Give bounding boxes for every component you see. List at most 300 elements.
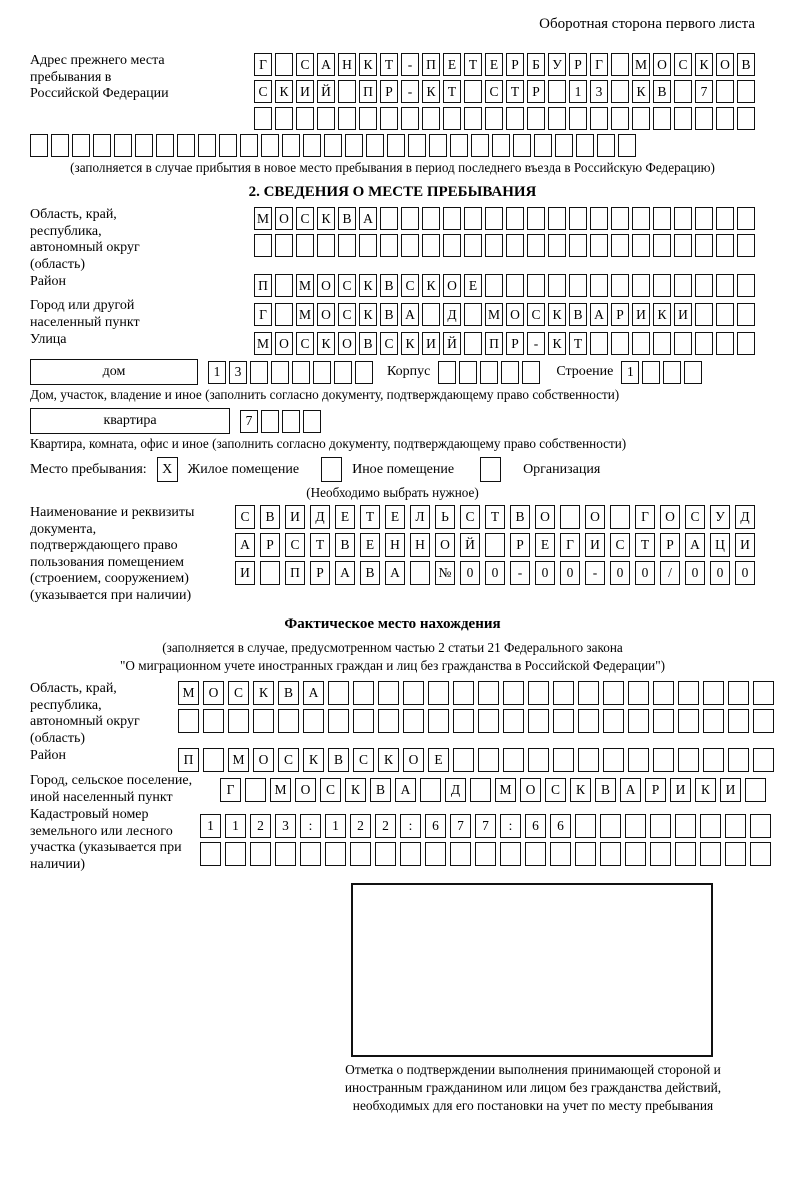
char-cell	[443, 107, 461, 130]
char-cell	[464, 207, 482, 230]
prev-address-row	[30, 53, 755, 130]
char-cell: В	[595, 778, 616, 802]
char-cell: С	[485, 80, 503, 103]
char-cell: К	[695, 53, 713, 76]
char-cell	[632, 274, 650, 297]
char-cell	[422, 207, 440, 230]
fact-region-row	[30, 681, 755, 747]
char-cell	[728, 681, 749, 705]
prev-address-line-1	[254, 53, 755, 76]
stay-type-option-other: Иное помещение	[352, 461, 455, 477]
char-cell	[553, 748, 574, 772]
document-cells	[235, 505, 755, 604]
char-cell	[628, 709, 649, 733]
char-cell: К	[422, 80, 440, 103]
char-cell	[350, 842, 371, 866]
char-cell: 7	[240, 410, 258, 433]
char-cell	[453, 748, 474, 772]
char-cell	[675, 814, 696, 838]
char-cell: С	[380, 332, 398, 355]
stay-type-row	[30, 457, 755, 482]
fact-district-cells	[178, 748, 774, 772]
char-cell: И	[632, 303, 650, 326]
char-cell	[250, 842, 271, 866]
char-cell: К	[548, 332, 566, 355]
region-label: Область, край, республика, автономный округ (область)	[30, 207, 140, 272]
char-cell	[428, 709, 449, 733]
char-cell	[603, 709, 624, 733]
region-row	[30, 207, 755, 273]
char-cell: О	[506, 303, 524, 326]
char-cell	[513, 134, 531, 157]
char-cell: Н	[410, 533, 430, 557]
char-cell	[485, 107, 503, 130]
char-cell	[590, 332, 608, 355]
char-cell: А	[590, 303, 608, 326]
char-cell: 3	[275, 814, 296, 838]
char-cell: П	[178, 748, 199, 772]
prev-address-line-3	[254, 107, 755, 130]
char-cell: Д	[310, 505, 330, 529]
char-cell	[500, 842, 521, 866]
char-cell	[478, 748, 499, 772]
char-cell	[678, 681, 699, 705]
char-cell: У	[710, 505, 730, 529]
char-cell: 6	[550, 814, 571, 838]
char-cell: М	[270, 778, 291, 802]
char-cell	[429, 134, 447, 157]
char-cell: К	[695, 778, 716, 802]
char-cell: С	[353, 748, 374, 772]
char-cell: К	[422, 274, 440, 297]
stay-type-label: Место пребывания:	[30, 461, 147, 477]
char-cell	[716, 332, 734, 355]
char-cell	[156, 134, 174, 157]
char-cell	[506, 107, 524, 130]
char-cell: С	[228, 681, 249, 705]
char-cell: О	[443, 274, 461, 297]
char-cell	[503, 681, 524, 705]
char-cell: Ц	[710, 533, 730, 557]
char-cell: 1	[208, 361, 226, 384]
char-cell	[219, 134, 237, 157]
char-cell: О	[295, 778, 316, 802]
char-cell	[501, 361, 519, 384]
char-cell: Н	[385, 533, 405, 557]
char-cell	[401, 207, 419, 230]
char-cell: 0	[535, 561, 555, 585]
char-cell	[527, 274, 545, 297]
char-cell	[548, 207, 566, 230]
char-cell	[464, 332, 482, 355]
char-cell	[254, 107, 272, 130]
char-cell: М	[495, 778, 516, 802]
char-cell	[675, 842, 696, 866]
document-label: Наименование и реквизиты документа, подтверждающего право пользования помещением (строением, сооружением) (указывается при наличии)	[30, 505, 195, 603]
char-cell: 6	[425, 814, 446, 838]
char-cell: П	[422, 53, 440, 76]
char-cell	[334, 361, 352, 384]
char-cell: А	[235, 533, 255, 557]
fact-region-label: Область, край, республика, автономный округ (область)	[30, 681, 140, 746]
char-cell	[527, 234, 545, 257]
char-cell: Р	[510, 533, 530, 557]
char-cell: М	[228, 748, 249, 772]
char-cell: Н	[338, 53, 356, 76]
char-cell	[353, 681, 374, 705]
char-cell: С	[674, 53, 692, 76]
char-cell	[703, 681, 724, 705]
char-cell: Ь	[435, 505, 455, 529]
char-cell	[578, 681, 599, 705]
char-cell: С	[545, 778, 566, 802]
char-cell: 3	[229, 361, 247, 384]
document-line-1	[235, 505, 755, 529]
char-cell	[725, 814, 746, 838]
char-cell	[275, 303, 293, 326]
char-cell: В	[338, 207, 356, 230]
char-cell	[569, 107, 587, 130]
char-cell	[695, 303, 713, 326]
char-cell: 0	[560, 561, 580, 585]
char-cell	[464, 107, 482, 130]
char-cell	[753, 709, 774, 733]
char-cell	[228, 709, 249, 733]
stay-type-checkbox-organization	[480, 457, 501, 482]
korpus-cells	[438, 361, 540, 384]
char-cell: О	[317, 274, 335, 297]
char-cell: Т	[443, 80, 461, 103]
char-cell: 0	[635, 561, 655, 585]
char-cell	[548, 107, 566, 130]
char-cell	[575, 842, 596, 866]
char-cell	[240, 134, 258, 157]
char-cell	[464, 303, 482, 326]
char-cell: Г	[635, 505, 655, 529]
char-cell: Р	[260, 533, 280, 557]
char-cell	[550, 842, 571, 866]
char-cell: М	[296, 274, 314, 297]
char-cell: К	[653, 303, 671, 326]
char-cell: 0	[485, 561, 505, 585]
char-cell: Д	[445, 778, 466, 802]
char-cell	[453, 681, 474, 705]
street-label: Улица	[30, 332, 67, 347]
char-cell	[375, 842, 396, 866]
char-cell	[603, 681, 624, 705]
char-cell	[338, 107, 356, 130]
char-cell: Г	[560, 533, 580, 557]
char-cell	[506, 207, 524, 230]
char-cell	[410, 561, 430, 585]
char-cell: О	[203, 681, 224, 705]
char-cell	[328, 681, 349, 705]
char-cell	[275, 234, 293, 257]
char-cell	[716, 234, 734, 257]
fact-city-cells	[220, 778, 766, 802]
cadastral-cells	[200, 814, 771, 866]
char-cell	[296, 234, 314, 257]
char-cell	[590, 274, 608, 297]
char-cell	[555, 134, 573, 157]
char-cell	[716, 80, 734, 103]
char-cell	[260, 561, 280, 585]
char-cell	[506, 274, 524, 297]
char-cell	[282, 410, 300, 433]
char-cell: 1	[225, 814, 246, 838]
char-cell	[478, 681, 499, 705]
char-cell: С	[254, 80, 272, 103]
actual-location-title: Фактическое место нахождения	[284, 616, 501, 632]
char-cell: О	[275, 332, 293, 355]
char-cell	[628, 748, 649, 772]
char-cell	[737, 274, 755, 297]
char-cell	[695, 332, 713, 355]
char-cell	[553, 681, 574, 705]
char-cell	[450, 134, 468, 157]
char-cell	[569, 234, 587, 257]
char-cell: С	[296, 207, 314, 230]
char-cell	[359, 234, 377, 257]
confirmation-mark-caption: Отметка о подтверждении выполнения принимающей стороной и иностранным гражданином или лицом без гражданства действий, необходимых для его постановки на учет по месту пребывания	[344, 1062, 722, 1113]
char-cell: 3	[590, 80, 608, 103]
char-cell	[628, 681, 649, 705]
char-cell	[674, 80, 692, 103]
char-cell	[492, 134, 510, 157]
char-cell	[378, 709, 399, 733]
char-cell: В	[370, 778, 391, 802]
char-cell	[737, 332, 755, 355]
char-cell	[303, 134, 321, 157]
char-cell: Д	[735, 505, 755, 529]
char-cell: 7	[475, 814, 496, 838]
char-cell	[275, 274, 293, 297]
char-cell: -	[585, 561, 605, 585]
char-cell: Е	[428, 748, 449, 772]
char-cell: С	[527, 303, 545, 326]
char-cell: А	[395, 778, 416, 802]
char-cell	[632, 234, 650, 257]
document-line-3	[235, 561, 755, 585]
char-cell	[548, 80, 566, 103]
char-cell: Т	[569, 332, 587, 355]
actual-location-note-line1: (заполняется в случае, предусмотренном частью 2 статьи 21 Федерального закона	[162, 640, 623, 655]
char-cell	[438, 361, 456, 384]
char-cell: М	[254, 332, 272, 355]
char-cell	[611, 207, 629, 230]
char-cell	[203, 709, 224, 733]
char-cell	[578, 748, 599, 772]
char-cell	[611, 332, 629, 355]
char-cell	[366, 134, 384, 157]
char-cell: А	[385, 561, 405, 585]
char-cell: О	[660, 505, 680, 529]
char-cell: К	[359, 274, 377, 297]
char-cell: С	[401, 274, 419, 297]
char-cell: А	[335, 561, 355, 585]
actual-location-note	[30, 639, 755, 675]
char-cell	[650, 842, 671, 866]
char-cell: 2	[350, 814, 371, 838]
char-cell	[625, 814, 646, 838]
char-cell: К	[345, 778, 366, 802]
char-cell	[611, 107, 629, 130]
char-cell	[725, 842, 746, 866]
char-cell: Е	[485, 53, 503, 76]
char-cell: 1	[200, 814, 221, 838]
char-cell: К	[253, 681, 274, 705]
char-cell	[753, 681, 774, 705]
char-cell	[653, 709, 674, 733]
char-cell	[625, 842, 646, 866]
stroenie-cells	[621, 361, 702, 384]
char-cell	[378, 681, 399, 705]
char-cell	[380, 234, 398, 257]
char-cell: Т	[635, 533, 655, 557]
char-cell	[703, 748, 724, 772]
char-cell: О	[275, 207, 293, 230]
char-cell: В	[260, 505, 280, 529]
char-cell: Т	[310, 533, 330, 557]
char-cell: 7	[695, 80, 713, 103]
char-cell: С	[278, 748, 299, 772]
char-cell: О	[520, 778, 541, 802]
char-cell	[737, 234, 755, 257]
char-cell: С	[338, 303, 356, 326]
char-cell	[324, 134, 342, 157]
char-cell	[632, 207, 650, 230]
char-cell	[610, 505, 630, 529]
char-cell: О	[535, 505, 555, 529]
char-cell	[261, 410, 279, 433]
char-cell	[750, 814, 771, 838]
char-cell	[355, 361, 373, 384]
char-cell: С	[320, 778, 341, 802]
char-cell: П	[285, 561, 305, 585]
char-cell: Г	[590, 53, 608, 76]
prev-address-line-4	[30, 134, 755, 157]
char-cell: О	[317, 303, 335, 326]
char-cell	[716, 207, 734, 230]
char-cell	[716, 303, 734, 326]
char-cell	[485, 207, 503, 230]
char-cell	[443, 207, 461, 230]
city-label: Город или другой населенный пункт	[30, 298, 140, 330]
region-line-1	[254, 207, 755, 230]
char-cell	[737, 303, 755, 326]
apartment-caption: Квартира, комната, офис и иное (заполнить согласно документу, подтверждающему право собственности)	[30, 436, 627, 451]
char-cell	[695, 234, 713, 257]
document-line-2	[235, 533, 755, 557]
fact-district-row	[30, 748, 755, 772]
char-cell: В	[335, 533, 355, 557]
char-cell	[653, 748, 674, 772]
fact-region-line-1	[178, 681, 774, 705]
char-cell	[728, 709, 749, 733]
char-cell	[253, 709, 274, 733]
district-label: Район	[30, 274, 66, 289]
char-cell	[695, 107, 713, 130]
prev-address-note: (заполняется в случае прибытия в новое место пребывания в период последнего въезда в Российскую Федерацию)	[70, 160, 715, 175]
char-cell	[700, 814, 721, 838]
char-cell: Р	[506, 332, 524, 355]
char-cell: П	[485, 332, 503, 355]
char-cell: -	[527, 332, 545, 355]
char-cell: М	[485, 303, 503, 326]
char-cell	[548, 234, 566, 257]
char-cell: И	[422, 332, 440, 355]
char-cell: С	[296, 53, 314, 76]
char-cell: К	[378, 748, 399, 772]
char-cell: К	[632, 80, 650, 103]
char-cell: 7	[450, 814, 471, 838]
char-cell: И	[674, 303, 692, 326]
char-cell	[250, 361, 268, 384]
char-cell	[453, 709, 474, 733]
char-cell: И	[285, 505, 305, 529]
document-row	[30, 505, 755, 604]
district-row	[30, 274, 755, 297]
char-cell	[528, 748, 549, 772]
stay-type-checkbox-other	[321, 457, 342, 482]
char-cell	[578, 709, 599, 733]
char-cell	[653, 207, 671, 230]
house-number-cells	[208, 361, 373, 384]
char-cell	[275, 842, 296, 866]
char-cell	[275, 53, 293, 76]
char-cell	[380, 107, 398, 130]
char-cell	[325, 842, 346, 866]
char-cell: Р	[310, 561, 330, 585]
char-cell: Р	[660, 533, 680, 557]
char-cell: К	[359, 303, 377, 326]
char-cell: В	[380, 274, 398, 297]
char-cell: В	[359, 332, 377, 355]
char-cell	[618, 134, 636, 157]
char-cell	[674, 234, 692, 257]
char-cell	[590, 207, 608, 230]
char-cell	[590, 107, 608, 130]
char-cell: В	[380, 303, 398, 326]
apartment-row	[30, 408, 755, 434]
char-cell: П	[254, 274, 272, 297]
confirmation-mark-box	[351, 883, 713, 1057]
char-cell	[178, 709, 199, 733]
char-cell	[254, 234, 272, 257]
char-cell	[650, 814, 671, 838]
char-cell	[569, 274, 587, 297]
house-row	[30, 359, 755, 385]
char-cell	[401, 234, 419, 257]
char-cell: А	[685, 533, 705, 557]
char-cell: О	[585, 505, 605, 529]
char-cell	[527, 207, 545, 230]
char-cell	[387, 134, 405, 157]
char-cell	[300, 842, 321, 866]
char-cell	[485, 234, 503, 257]
char-cell: В	[653, 80, 671, 103]
char-cell: 2	[250, 814, 271, 838]
char-cell: Т	[506, 80, 524, 103]
char-cell	[678, 748, 699, 772]
char-cell	[611, 274, 629, 297]
char-cell	[296, 107, 314, 130]
char-cell: Р	[611, 303, 629, 326]
char-cell: С	[610, 533, 630, 557]
char-cell: А	[317, 53, 335, 76]
fact-city-row	[30, 773, 755, 806]
char-cell	[282, 134, 300, 157]
